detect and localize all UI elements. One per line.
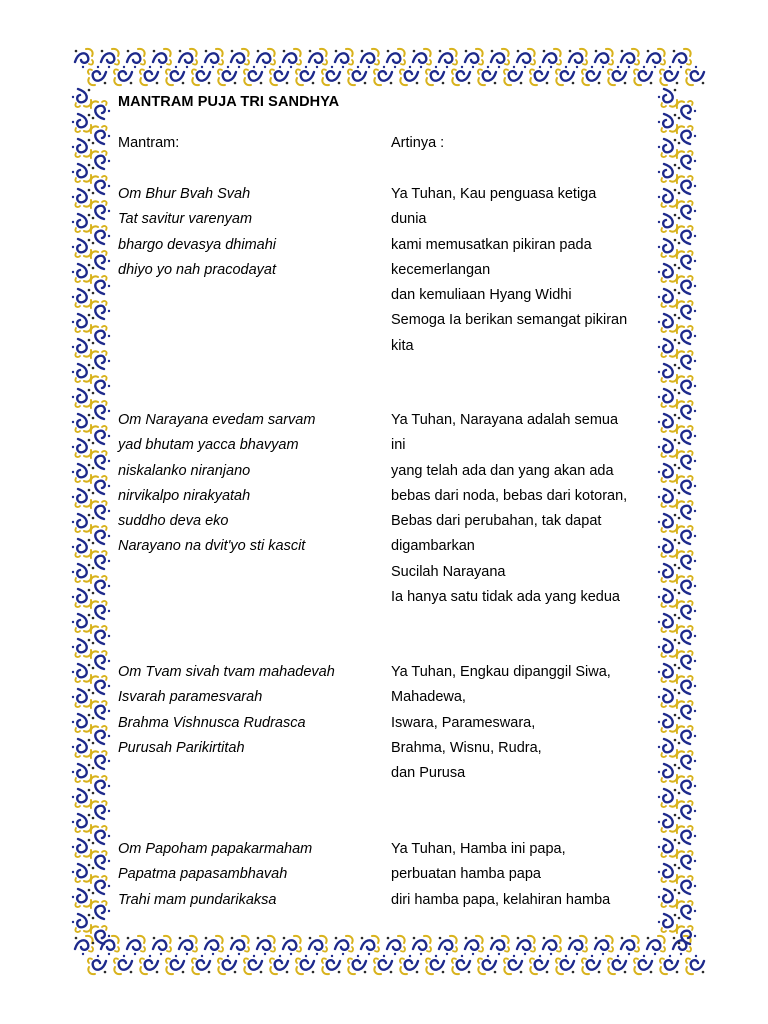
border-motif	[322, 66, 340, 85]
border-motif	[608, 955, 626, 974]
border-motif	[335, 936, 353, 955]
border-motif	[686, 66, 704, 85]
border-motif	[72, 714, 91, 732]
border-motif	[426, 66, 444, 85]
border-motif	[374, 66, 392, 85]
border-motif	[677, 376, 696, 394]
border-motif	[660, 955, 678, 974]
border-motif	[192, 66, 210, 85]
border-motif	[72, 289, 91, 307]
mantra-lines	[118, 837, 383, 913]
border-motif	[582, 66, 600, 85]
meaning-line: Ya Tuhan, Engkau dipanggil Siwa,	[391, 664, 611, 680]
border-motif	[91, 326, 110, 344]
border-motif	[72, 489, 91, 507]
border-motif	[660, 66, 678, 85]
border-motif	[504, 955, 522, 974]
border-motif	[426, 955, 444, 974]
border-motif	[270, 66, 288, 85]
border-motif	[543, 49, 561, 68]
border-motif	[677, 651, 696, 669]
border-motif	[91, 476, 110, 494]
border-motif	[72, 389, 91, 407]
border-motif	[677, 276, 696, 294]
border-motif	[677, 451, 696, 469]
border-left	[72, 89, 110, 945]
border-motif	[91, 876, 110, 894]
border-motif	[72, 114, 91, 132]
border-motif	[309, 49, 327, 68]
border-motif	[677, 901, 696, 919]
border-motif	[677, 726, 696, 744]
border-motif	[72, 789, 91, 807]
border-motif	[72, 539, 91, 557]
border-bottom	[75, 936, 705, 974]
border-motif	[91, 226, 110, 244]
meaning-line: diri hamba papa, kelahiran hamba	[391, 891, 611, 908]
border-motif	[658, 139, 677, 157]
border-motif	[677, 201, 696, 219]
meaning-line: Ya Tuhan, Hamba ini papa,	[391, 841, 566, 857]
border-motif	[72, 889, 91, 907]
border-motif	[72, 439, 91, 457]
meaning-line: Brahma, Wisnu, Rudra,	[391, 739, 542, 756]
border-motif	[673, 49, 691, 68]
border-motif	[231, 49, 249, 68]
mantra-line: Brahma Vishnusca Rudrasca	[118, 714, 306, 731]
border-motif	[478, 66, 496, 85]
border-motif	[686, 955, 704, 974]
border-motif	[91, 726, 110, 744]
border-motif	[72, 764, 91, 782]
border-motif	[296, 955, 314, 974]
border-motif	[677, 426, 696, 444]
border-motif	[658, 614, 677, 632]
border-motif	[491, 49, 509, 68]
border-motif	[517, 936, 535, 955]
meaning-lines	[391, 837, 661, 913]
border-motif	[91, 151, 110, 169]
border-motif	[91, 426, 110, 444]
border-motif	[530, 955, 548, 974]
border-motif	[677, 401, 696, 419]
border-motif	[72, 214, 91, 232]
meaning-line: bebas dari noda, bebas dari kotoran,	[391, 487, 628, 504]
mantra-line: Trahi mam pundarikaksa	[118, 891, 277, 908]
border-motif	[205, 936, 223, 955]
border-motif	[72, 414, 91, 432]
column-header-artinya: Artinya :	[391, 135, 445, 151]
mantra-line: Narayano na dvit'yo sti kascit	[118, 538, 306, 555]
border-motif	[72, 739, 91, 757]
border-motif	[658, 814, 677, 832]
meaning-line: ini	[391, 437, 406, 454]
border-motif	[634, 955, 652, 974]
border-motif	[72, 589, 91, 607]
page-title: MANTRAM PUJA TRI SANDHYA	[118, 94, 340, 110]
border-motif	[91, 401, 110, 419]
border-motif	[658, 114, 677, 132]
border-motif	[677, 101, 696, 119]
mantra-line: suddho deva eko	[118, 513, 229, 530]
border-motif	[647, 49, 665, 68]
border-motif	[309, 936, 327, 955]
border-motif	[218, 955, 236, 974]
border-motif	[634, 66, 652, 85]
border-motif	[72, 514, 91, 532]
border-motif	[205, 49, 223, 68]
border-motif	[72, 814, 91, 832]
meaning-line: Ia hanya satu tidak ada yang kedua	[391, 589, 620, 606]
border-motif	[91, 101, 110, 119]
mantra-lines	[118, 182, 383, 283]
border-motif	[608, 66, 626, 85]
border-motif	[677, 876, 696, 894]
border-motif	[677, 501, 696, 519]
border-motif	[677, 351, 696, 369]
mantra-line: Papatma papasambhavah	[118, 866, 288, 883]
border-motif	[72, 914, 91, 932]
border-motif	[677, 476, 696, 494]
meaning-lines	[391, 182, 661, 359]
border-motif	[91, 901, 110, 919]
border-motif	[677, 551, 696, 569]
border-motif	[621, 936, 639, 955]
meaning-line: kecemerlangan	[391, 261, 491, 278]
border-motif	[569, 49, 587, 68]
border-right	[658, 89, 696, 945]
border-motif	[677, 176, 696, 194]
mantra-lines	[118, 660, 383, 761]
border-motif	[658, 639, 677, 657]
meaning-lines	[391, 660, 661, 786]
border-motif	[91, 651, 110, 669]
border-motif	[677, 151, 696, 169]
border-motif	[91, 201, 110, 219]
border-motif	[179, 936, 197, 955]
document-content	[118, 92, 658, 912]
border-motif	[348, 955, 366, 974]
mantra-line: dhiyo yo nah pracodayat	[118, 261, 276, 278]
border-motif	[140, 66, 158, 85]
border-motif	[91, 501, 110, 519]
border-motif	[179, 49, 197, 68]
border-motif	[283, 49, 301, 68]
border-motif	[677, 326, 696, 344]
border-motif	[91, 301, 110, 319]
border-motif	[72, 864, 91, 882]
border-motif	[439, 936, 457, 955]
border-motif	[91, 751, 110, 769]
border-motif	[91, 276, 110, 294]
border-motif	[72, 339, 91, 357]
border-motif	[465, 936, 483, 955]
mantra-line: nirvikalpo nirakyatah	[118, 487, 251, 504]
meaning-line: yang telah ada dan yang akan ada	[391, 462, 614, 479]
border-motif	[478, 955, 496, 974]
border-motif	[72, 639, 91, 657]
border-motif	[166, 66, 184, 85]
border-motif	[348, 66, 366, 85]
border-motif	[91, 826, 110, 844]
border-motif	[400, 955, 418, 974]
border-motif	[283, 936, 301, 955]
border-motif	[91, 376, 110, 394]
border-motif	[677, 576, 696, 594]
border-motif	[91, 251, 110, 269]
border-motif	[413, 49, 431, 68]
border-motif	[677, 676, 696, 694]
border-motif	[72, 689, 91, 707]
mantra-line: yad bhutam yacca bhavyam	[118, 437, 299, 454]
border-motif	[677, 301, 696, 319]
border-motif	[91, 676, 110, 694]
border-motif	[658, 364, 677, 382]
border-motif	[413, 936, 431, 955]
border-motif	[114, 66, 132, 85]
border-motif	[621, 49, 639, 68]
meaning-line: dan kemuliaan Hyang Widhi	[391, 287, 572, 304]
border-motif	[257, 49, 275, 68]
meaning-line: Iswara, Parameswara,	[391, 714, 536, 731]
border-motif	[218, 66, 236, 85]
border-motif	[72, 664, 91, 682]
border-motif	[677, 701, 696, 719]
border-motif	[677, 826, 696, 844]
border-motif	[91, 851, 110, 869]
border-motif	[452, 66, 470, 85]
border-motif	[88, 66, 106, 85]
border-motif	[72, 614, 91, 632]
border-motif	[658, 164, 677, 182]
border-motif	[387, 49, 405, 68]
meaning-line: kita	[391, 337, 414, 354]
border-motif	[72, 189, 91, 207]
border-motif	[335, 49, 353, 68]
border-motif	[647, 936, 665, 955]
border-motif	[127, 936, 145, 955]
border-motif	[569, 936, 587, 955]
mantra-line: Om Tvam sivah tvam mahadevah	[118, 664, 335, 680]
border-motif	[166, 955, 184, 974]
meaning-line: kami memusatkan pikiran pada	[391, 236, 592, 253]
meaning-line: digambarkan	[391, 538, 475, 555]
border-motif	[677, 776, 696, 794]
border-motif	[582, 955, 600, 974]
border-motif	[517, 49, 535, 68]
border-motif	[491, 936, 509, 955]
meaning-line: perbuatan hamba papa	[391, 866, 541, 883]
border-motif	[556, 66, 574, 85]
border-motif	[257, 936, 275, 955]
border-motif	[91, 551, 110, 569]
border-motif	[244, 955, 262, 974]
border-motif	[556, 955, 574, 974]
border-motif	[72, 89, 91, 107]
border-motif	[140, 955, 158, 974]
border-motif	[658, 914, 677, 932]
border-motif	[91, 626, 110, 644]
border-motif	[296, 66, 314, 85]
mantra-line: Om Bhur Bvah Svah	[118, 186, 251, 202]
border-motif	[677, 526, 696, 544]
border-motif	[530, 66, 548, 85]
mantra-line: bhargo devasya dhimahi	[118, 236, 276, 253]
mantra-line: Tat savitur varenyam	[118, 211, 253, 228]
border-motif	[658, 389, 677, 407]
border-motif	[677, 801, 696, 819]
border-motif	[677, 251, 696, 269]
border-motif	[72, 264, 91, 282]
border-motif	[114, 955, 132, 974]
meaning-line: Sucilah Narayana	[391, 563, 506, 580]
border-motif	[361, 49, 379, 68]
border-motif	[439, 49, 457, 68]
border-motif	[72, 464, 91, 482]
border-motif	[72, 564, 91, 582]
border-motif	[101, 49, 119, 68]
mantra-lines	[118, 408, 383, 560]
mantra-line: Purusah Parikirtitah	[118, 739, 245, 756]
border-motif	[153, 49, 171, 68]
border-motif	[91, 776, 110, 794]
border-motif	[72, 364, 91, 382]
meaning-line: Ya Tuhan, Narayana adalah semua	[391, 412, 619, 428]
border-motif	[658, 789, 677, 807]
border-motif	[677, 601, 696, 619]
border-motif	[192, 955, 210, 974]
border-motif	[72, 314, 91, 332]
border-motif	[452, 955, 470, 974]
meaning-line: dan Purusa	[391, 765, 466, 782]
mantra-line: Om Papoham papakarmaham	[118, 841, 313, 857]
border-motif	[677, 626, 696, 644]
border-motif	[72, 839, 91, 857]
border-motif	[677, 126, 696, 144]
border-motif	[322, 955, 340, 974]
border-motif	[504, 66, 522, 85]
border-motif	[91, 526, 110, 544]
border-motif	[91, 701, 110, 719]
border-motif	[91, 351, 110, 369]
mantra-line: niskalanko niranjano	[118, 462, 251, 479]
border-motif	[91, 126, 110, 144]
border-motif	[72, 139, 91, 157]
border-motif	[244, 66, 262, 85]
border-motif	[91, 801, 110, 819]
mantra-line: Om Narayana evedam sarvam	[118, 412, 316, 428]
meaning-line: dunia	[391, 211, 427, 228]
border-motif	[88, 955, 106, 974]
border-motif	[75, 936, 93, 955]
border-motif	[543, 936, 561, 955]
meaning-line: Ya Tuhan, Kau penguasa ketiga	[391, 186, 597, 202]
border-motif	[72, 239, 91, 257]
border-motif	[595, 49, 613, 68]
border-motif	[677, 226, 696, 244]
border-motif	[361, 936, 379, 955]
meaning-line: Semoga Ia berikan semangat pikiran	[391, 312, 628, 329]
border-motif	[127, 49, 145, 68]
border-motif	[374, 955, 392, 974]
border-motif	[465, 49, 483, 68]
border-motif	[677, 751, 696, 769]
border-motif	[91, 576, 110, 594]
border-top	[75, 49, 705, 85]
border-motif	[270, 955, 288, 974]
border-motif	[400, 66, 418, 85]
border-motif	[658, 89, 677, 107]
border-motif	[595, 936, 613, 955]
meaning-line: Mahadewa,	[391, 689, 466, 706]
border-motif	[91, 451, 110, 469]
border-motif	[231, 936, 249, 955]
border-motif	[72, 164, 91, 182]
border-motif	[91, 176, 110, 194]
border-motif	[387, 936, 405, 955]
column-header-mantram: Mantram:	[118, 135, 180, 151]
border-motif	[75, 49, 93, 68]
mantra-line: Isvarah paramesvarah	[118, 689, 263, 706]
border-motif	[677, 851, 696, 869]
meaning-line: Bebas dari perubahan, tak dapat	[391, 513, 602, 530]
meaning-lines	[391, 408, 661, 610]
border-motif	[153, 936, 171, 955]
border-motif	[91, 601, 110, 619]
